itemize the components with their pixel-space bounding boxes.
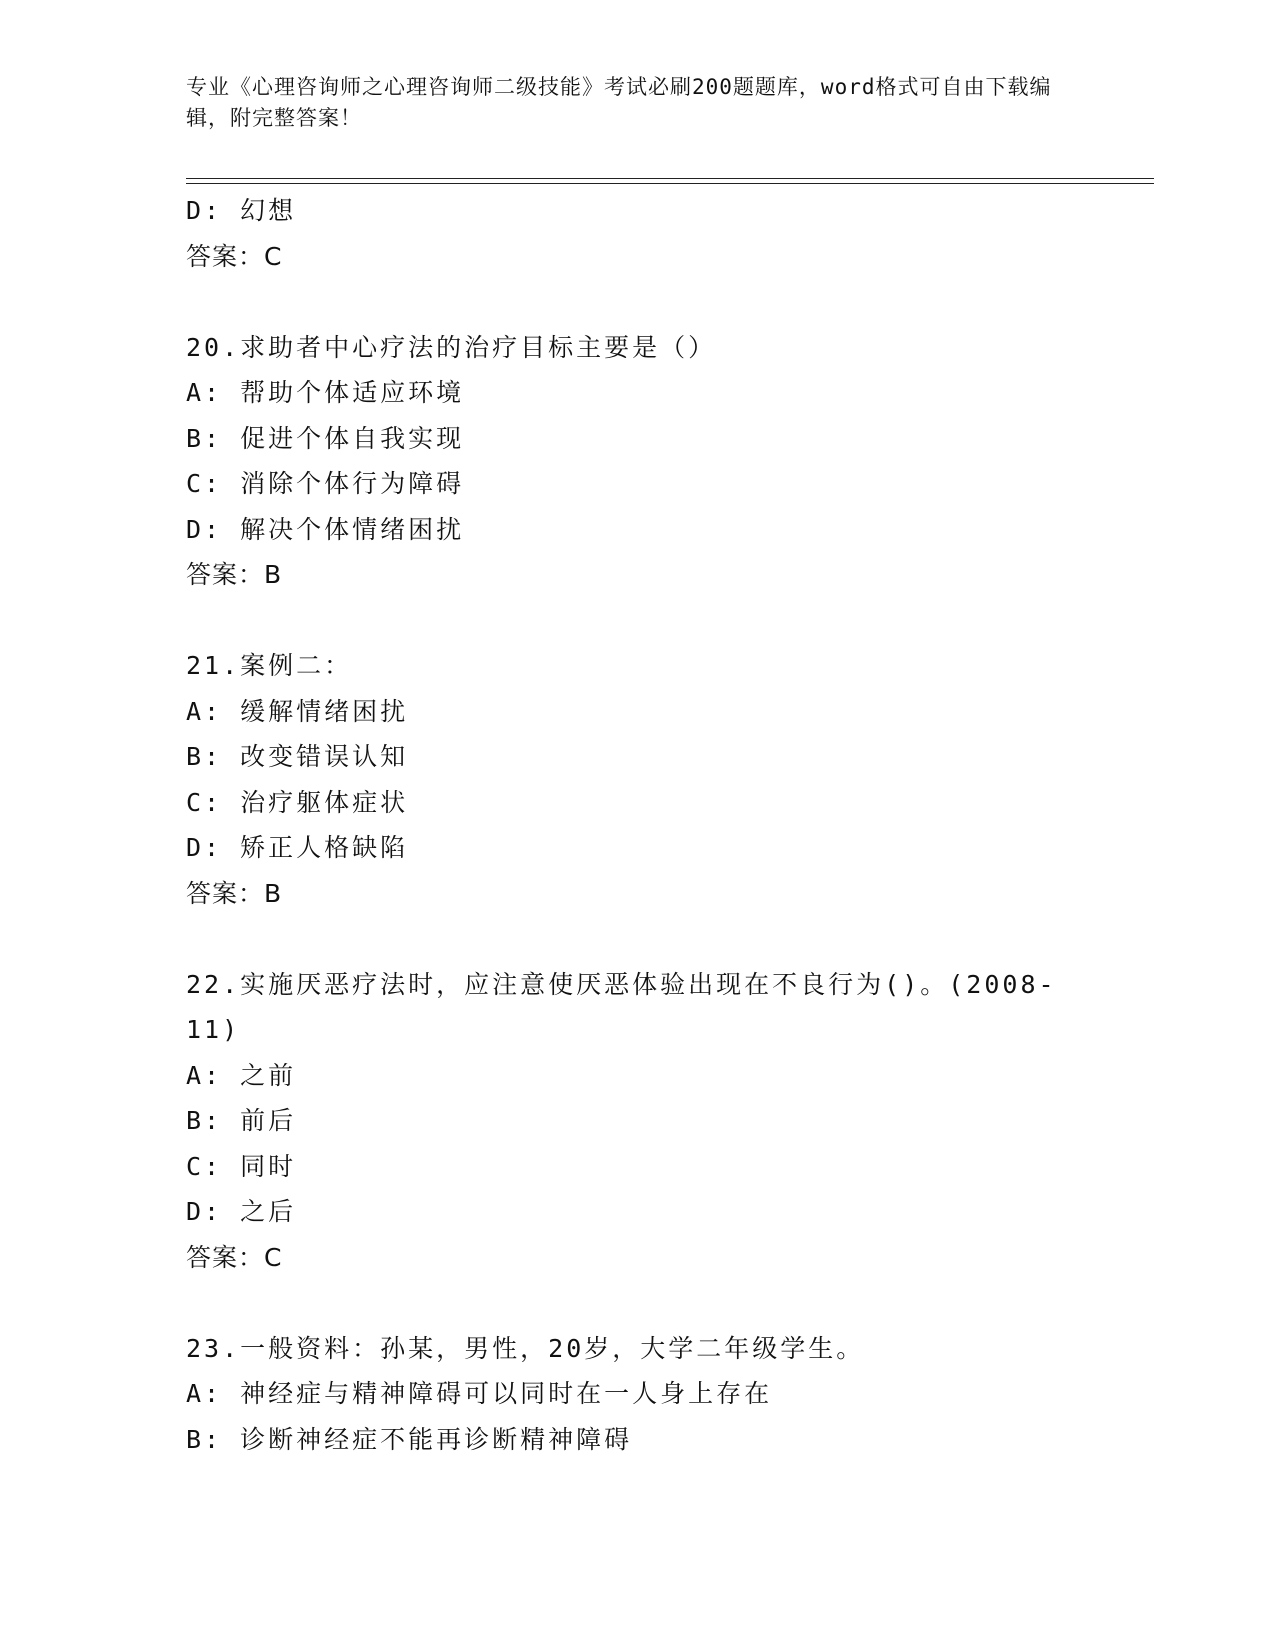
option-b: B: 诊断神经症不能再诊断精神障碍 <box>186 1424 633 1454</box>
option-d: D: 矫正人格缺陷 <box>186 833 409 862</box>
header-divider-bottom <box>186 183 1154 184</box>
option-c: C: 同时 <box>186 1151 297 1181</box>
option-b: B: 改变错误认知 <box>186 742 409 771</box>
option-a: A: 神经症与精神障碍可以同时在一人身上存在 <box>186 1379 773 1408</box>
option-a: A: 之前 <box>186 1060 297 1090</box>
option-d: D: 解决个体情绪困扰 <box>186 514 465 544</box>
question-block <box>186 962 1066 1281</box>
question-text: 21.案例二： <box>186 651 353 680</box>
answer: 答案：C <box>186 1242 283 1272</box>
question-list <box>186 188 1066 1462</box>
question-text: 23.一般资料：孙某，男性，20岁，大学二年级学生。 <box>186 1333 865 1363</box>
question-text-line2: 11) <box>186 1015 241 1044</box>
document-header <box>186 72 1066 134</box>
header-title: 专业《心理咨询师之心理咨询师二级技能》考试必刷200题题库，word格式可自由下载编辑，附完整答案！ <box>186 75 1052 130</box>
question-text-line1: 22.实施厌恶疗法时，应注意使厌恶体验出现在不良行为()。(2008- <box>186 969 1057 999</box>
header-divider-top <box>186 178 1154 179</box>
option-d: D: 幻想 <box>186 196 297 225</box>
option-a: A: 缓解情绪困扰 <box>186 696 409 726</box>
option-c: C: 治疗躯体症状 <box>186 787 409 817</box>
question-block <box>186 1326 1066 1463</box>
option-d: D: 之后 <box>186 1197 297 1226</box>
option-b: B: 促进个体自我实现 <box>186 423 465 453</box>
question-block <box>186 325 1066 598</box>
answer: 答案：B <box>186 878 283 908</box>
option-b: B: 前后 <box>186 1106 297 1135</box>
answer: 答案：C <box>186 241 283 271</box>
question-block <box>186 643 1066 916</box>
option-c: C: 消除个体行为障碍 <box>186 469 465 498</box>
question-text: 20.求助者中心疗法的治疗目标主要是（） <box>186 332 717 362</box>
answer: 答案：B <box>186 560 283 589</box>
option-a: A: 帮助个体适应环境 <box>186 378 465 407</box>
